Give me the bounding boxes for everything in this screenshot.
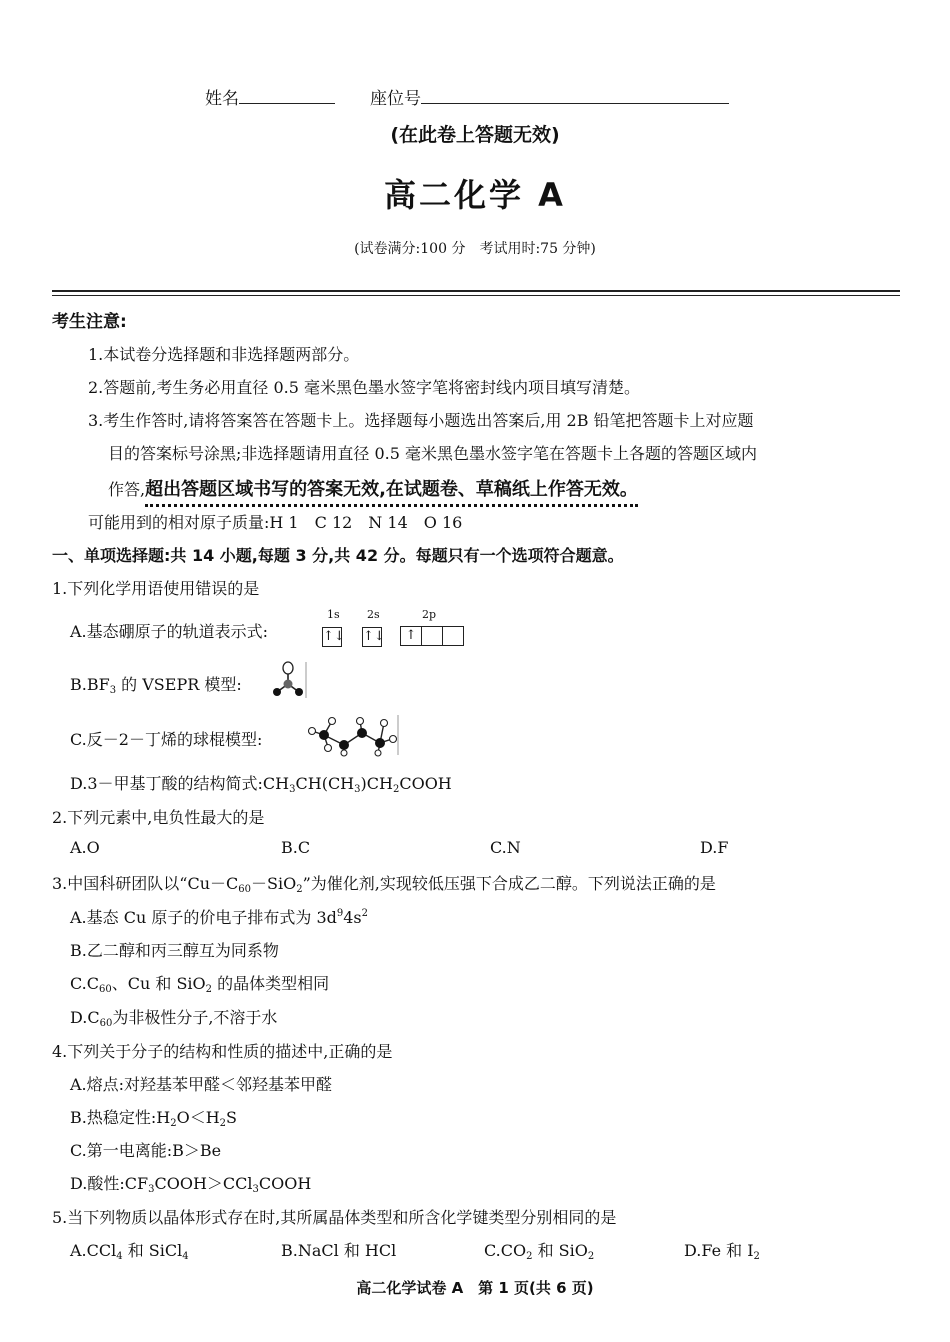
notice-item-3c-prefix: 作答, xyxy=(108,480,146,499)
q5-option-b: B.NaCl 和 HCl xyxy=(281,1241,397,1260)
seat-field xyxy=(370,84,729,109)
notice-item-3a: 3.考生作答时,请将答案答在答题卡上。选择题每小题选出答案后,用 2B 铅笔把答题卡上对应题 xyxy=(88,411,754,430)
q3-option-b: B.乙二醇和丙三醇互为同系物 xyxy=(70,941,279,960)
orbital-box-1s: ↑↓ xyxy=(322,627,342,647)
q5-option-a: A.CCl$_4$ 和 SiCl$_4$ xyxy=(70,1241,189,1262)
q1-option-d: D.3－甲基丁酸的结构简式$:CH_3CH(CH_3)CH_2COOH$ xyxy=(70,774,452,795)
orbital-1s xyxy=(322,608,345,647)
notice-item-2: 2.答题前,考生务必用直径 0.5 毫米黑色墨水签字笔将密封线内项目填写清楚。 xyxy=(88,378,640,397)
section-heading: 一、单项选择题:共 14 小题,每题 3 分,共 42 分。每题只有一个选项符合题意。 xyxy=(52,546,624,565)
q2-option-b: B.C xyxy=(281,838,311,857)
orbital-box-2p-1: ↑ xyxy=(400,626,422,646)
seat-label: 座位号 xyxy=(370,89,421,109)
q2-option-c: C.N xyxy=(490,838,521,857)
q5-stem: 5.当下列物质以晶体形式存在时,其所属晶体类型和所含化学键类型分别相同的是 xyxy=(52,1208,617,1227)
page-title: 高二化学 A xyxy=(384,176,566,214)
ball-stick-model-image xyxy=(304,713,400,757)
notice-item-1: 1.本试卷分选择题和非选择题两部分。 xyxy=(88,345,360,364)
notice-item-3c xyxy=(108,475,638,501)
orbital-box-2s: ↑↓ xyxy=(362,627,382,647)
notice-emphasis: 超出答题区域书写的答案无效,在试题卷、草稿纸上作答无效。 xyxy=(145,479,638,507)
name-blank xyxy=(239,85,335,104)
orbital-box-2p-2 xyxy=(422,626,443,646)
invalid-note: (在此卷上答题无效) xyxy=(390,124,560,146)
exam-info: (试卷满分:100 分 考试用时:75 分钟) xyxy=(354,241,596,257)
q1-option-c: C.反－2－丁烯的球棍模型: xyxy=(70,730,263,749)
atomic-mass: 可能用到的相对原子质量:H 1 C 12 N 14 O 16 xyxy=(88,513,463,532)
name-label: 姓名 xyxy=(205,89,239,109)
q4-option-c: C.第一电离能:B＞Be xyxy=(70,1141,222,1160)
orbital-2p xyxy=(400,608,464,646)
q5-option-d: D.Fe 和 $I_2$ xyxy=(684,1241,760,1262)
q2-stem: 2.下列元素中,电负性最大的是 xyxy=(52,808,265,827)
orbital-2s-label: 2s xyxy=(367,608,380,621)
q4-option-d: D.酸性$:CF_3COOH>CCl_3COOH$ xyxy=(70,1174,312,1195)
divider-top xyxy=(52,290,900,292)
q4-stem: 4.下列关于分子的结构和性质的描述中,正确的是 xyxy=(52,1042,393,1061)
page-footer: 高二化学试卷 A 第 1 页(共 6 页) xyxy=(356,1279,594,1297)
q3-option-c: $C.C_{60}$、Cu 和 SiO$_2$ 的晶体类型相同 xyxy=(70,974,330,995)
q3-option-d: $D.C_{60}$为非极性分子,不溶于水 xyxy=(70,1008,278,1029)
q2-option-a: A.O xyxy=(70,838,100,857)
q2-option-d: D.F xyxy=(700,838,729,857)
orbital-diagram xyxy=(322,608,472,648)
q5-option-c: $C.CO_2$ 和 SiO$_2$ xyxy=(484,1241,595,1262)
orbital-2p-label: 2p xyxy=(422,608,437,621)
q4-option-a: A.熔点:对羟基苯甲醛＜邻羟基苯甲醛 xyxy=(70,1075,333,1094)
seat-blank xyxy=(421,85,729,104)
vsepr-model-image xyxy=(270,660,310,700)
q4-option-b: B.热稳定性$:H_2O<H_2S$ xyxy=(70,1108,237,1129)
orbital-1s-label: 1s xyxy=(327,608,340,621)
q3-option-a: A.基态 Cu 原子的价电子排布式为 $3d^94s^2$ xyxy=(70,908,369,927)
q1-option-b: $B.BF_3$ 的 VSEPR 模型: xyxy=(70,675,242,696)
q1-option-a: A.基态硼原子的轨道表示式: xyxy=(70,622,269,641)
orbital-2s xyxy=(362,608,385,647)
q3-stem: 3.中国科研团队以“$Cu-C_{60}-SiO_2$”为催化剂,实现较低压强下合成乙二醇。下列说法正确的是 xyxy=(52,874,716,895)
orbital-box-2p-3 xyxy=(443,626,464,646)
notice-heading: 考生注意: xyxy=(52,312,127,332)
name-field xyxy=(205,84,335,109)
divider-bottom xyxy=(52,295,900,296)
q1-stem: 1.下列化学用语使用错误的是 xyxy=(52,579,260,598)
notice-item-3b: 目的答案标号涂黑;非选择题请用直径 0.5 毫米黑色墨水签字笔在答题卡上各题的答题区域内 xyxy=(108,444,758,463)
